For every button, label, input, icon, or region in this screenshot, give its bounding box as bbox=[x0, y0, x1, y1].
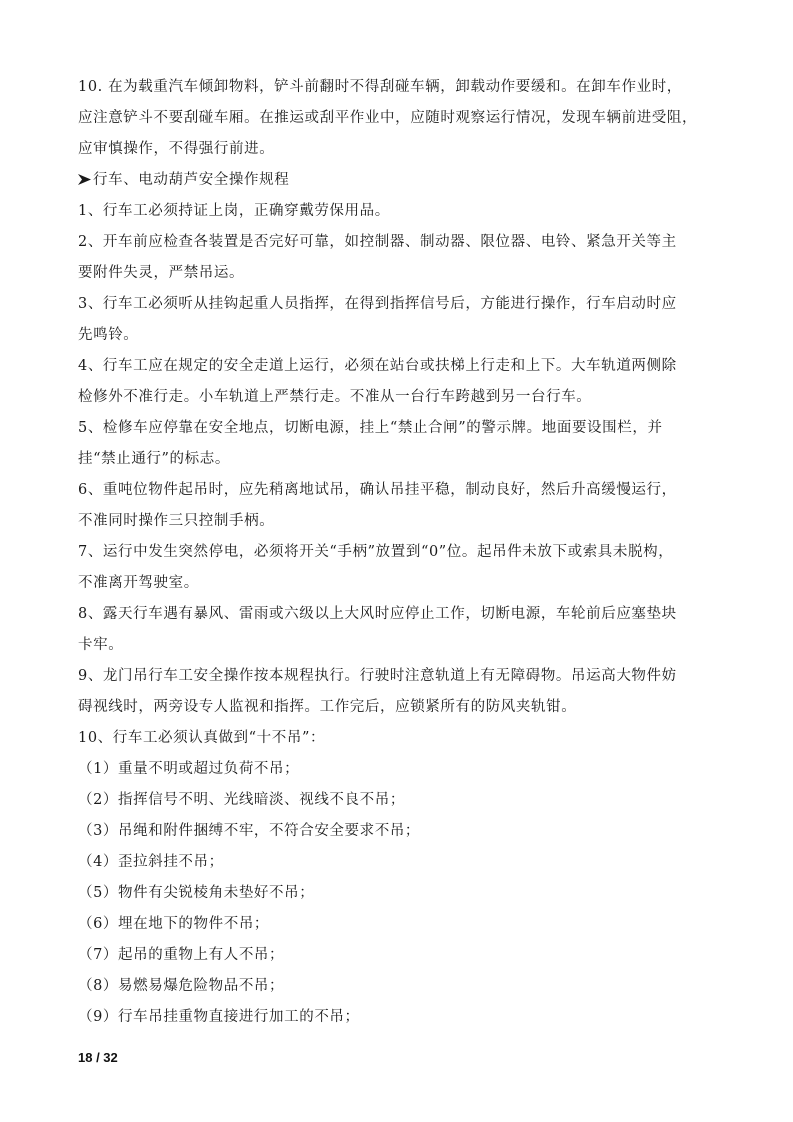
rule-line: 先鸣铃。 bbox=[78, 327, 139, 343]
rule-line: 8、露天行车遇有暴风、雷雨或六级以上大风时应停止工作，切断电源，车轮前后应塞垫块 bbox=[78, 606, 677, 622]
paragraph-line: 10. 在为载重汽车倾卸物料，铲斗前翻时不得刮碰车辆，卸载动作要缓和。在卸车作业时， bbox=[78, 79, 682, 95]
list-item: （9）行车吊挂重物直接进行加工的不吊； bbox=[78, 1009, 360, 1025]
list-item: （7）起吊的重物上有人不吊； bbox=[78, 947, 285, 963]
list-item: （4）歪拉斜挂不吊； bbox=[78, 854, 224, 870]
arrowhead-bullet-icon bbox=[78, 174, 91, 185]
list-item: （6）埋在地下的物件不吊； bbox=[78, 916, 270, 932]
rule-line: 2、开车前应检查各装置是否完好可靠，如控制器、制动器、限位器、电铃、紧急开关等主 bbox=[78, 234, 677, 250]
rule-line: 卡牢。 bbox=[78, 637, 124, 653]
list-item: （3）吊绳和附件捆缚不牢，不符合安全要求不吊； bbox=[78, 823, 421, 839]
rule-line: 不准同时操作三只控制手柄。 bbox=[78, 513, 275, 529]
page-number: 18 / 32 bbox=[78, 1050, 118, 1065]
rule-line: 挂“禁止通行”的标志。 bbox=[78, 451, 230, 467]
list-item: （5）物件有尖锐棱角未垫好不吊； bbox=[78, 885, 315, 901]
rule-line: 7、运行中发生突然停电，必须将开关“手柄”放置到“0”位。起吊件未放下或索具未脱构， bbox=[78, 544, 674, 560]
rule-line: 4、行车工应在规定的安全走道上运行，必须在站台或扶梯上行走和上下。大车轨道两侧除 bbox=[78, 358, 677, 374]
document-body bbox=[78, 72, 728, 1033]
rule-line: 要附件失灵，严禁吊运。 bbox=[78, 265, 245, 281]
rule-line: 不准离开驾驶室。 bbox=[78, 575, 199, 591]
list-item: （2）指挥信号不明、光线暗淡、视线不良不吊； bbox=[78, 792, 405, 808]
rule-line: 碍视线时，两旁设专人监视和指挥。工作完后，应锁紧所有的防风夹轨钳。 bbox=[78, 699, 577, 715]
rule-line: 10、行车工必须认真做到“十不吊”： bbox=[78, 730, 326, 746]
list-item: （8）易燃易爆危险物品不吊； bbox=[78, 978, 285, 994]
rule-line: 3、行车工必须听从挂钩起重人员指挥，在得到指挥信号后，方能进行操作，行车启动时应 bbox=[78, 296, 677, 312]
section-heading-text: 行车、电动葫芦安全操作规程 bbox=[93, 172, 290, 188]
rule-line: 5、检修车应停靠在安全地点，切断电源，挂上“禁止合闸”的警示牌。地面要设围栏，并 bbox=[78, 420, 663, 436]
paragraph-line: 应审慎操作，不得强行前进。 bbox=[78, 141, 275, 157]
rule-line: 1、行车工必须持证上岗，正确穿戴劳保用品。 bbox=[78, 203, 390, 219]
section-heading bbox=[78, 165, 728, 196]
rule-line: 6、重吨位物件起吊时，应先稍离地试吊，确认吊挂平稳，制动良好，然后升高缓慢运行， bbox=[78, 482, 677, 498]
rule-line: 检修外不准行走。小车轨道上严禁行走。不准从一台行车跨越到另一台行车。 bbox=[78, 389, 592, 405]
rule-line: 9、龙门吊行车工安全操作按本规程执行。行驶时注意轨道上有无障碍物。吊运高大物件妨 bbox=[78, 668, 677, 684]
paragraph-line: 应注意铲斗不要刮碰车厢。在推运或刮平作业中，应随时观察运行情况，发现车辆前进受阻， bbox=[78, 110, 698, 126]
list-item: （1）重量不明或超过负荷不吊； bbox=[78, 761, 300, 777]
